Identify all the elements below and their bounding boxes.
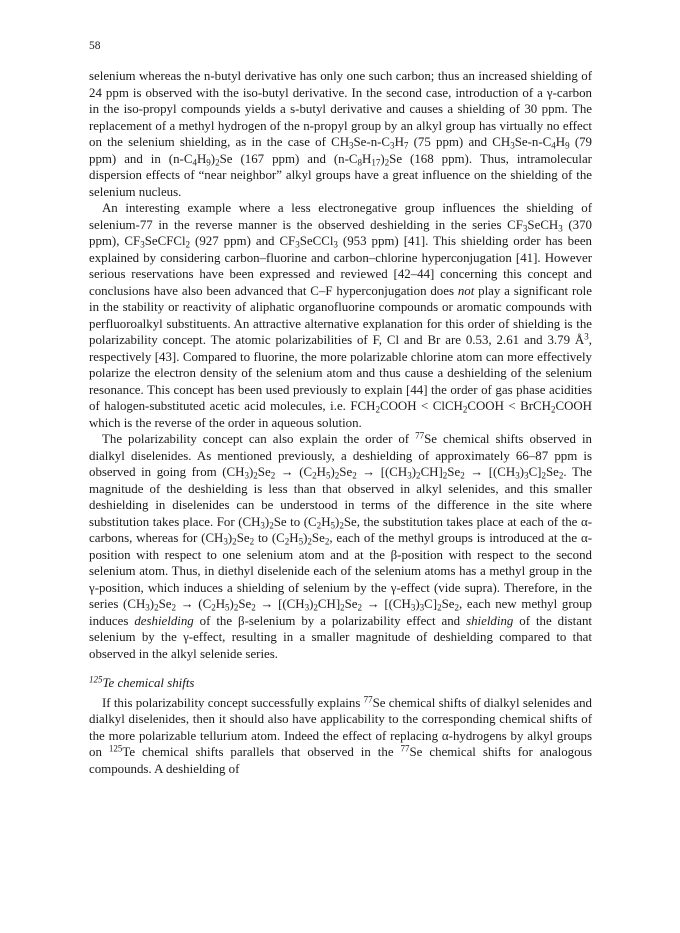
- subscript: 2: [269, 519, 274, 530]
- subscript: 17: [371, 156, 381, 167]
- subscript: 3: [558, 222, 563, 233]
- text-run: → [(CH: [464, 465, 516, 479]
- subscript: 2: [284, 536, 290, 547]
- text-run: (953 ppm) [41]. This shielding order has been explained by considering carbon–fluorine and carbon–chlorine hyperconjugation [41]. However serious reservations have been expressed and reviewed [42–44] concerning this concept and conclusions have also been advanced that C–F hyperconjugation does: [89, 234, 592, 298]
- text-run: → [(CH: [362, 597, 411, 611]
- text-run: H: [555, 135, 566, 149]
- subscript: 3: [304, 602, 310, 613]
- subscript: 2: [211, 602, 216, 613]
- subscript: 2: [215, 156, 220, 167]
- body-text: [89, 68, 592, 777]
- text-run: (79 ppm) and in (n-C: [89, 135, 592, 166]
- text-run: , each new methyl group induces: [89, 597, 592, 628]
- superscript: 77: [415, 430, 425, 441]
- text-run: (75 ppm) and CH: [408, 135, 511, 149]
- subscript: 2: [416, 470, 421, 481]
- subscript: 2: [558, 470, 564, 481]
- subscript: 2: [253, 470, 258, 481]
- superscript: 77: [400, 743, 410, 754]
- text-run: ): [229, 597, 234, 611]
- text-run: ): [330, 465, 335, 479]
- text-run: ): [309, 597, 314, 611]
- text-run: selenium whereas the n-butyl derivative has only one such carbon; thus an increased shielding of 24 ppm is observed with the iso-butyl derivative. In the second case, introduction of a γ-carbon in the iso-propyl compounds yields a s-butyl derivative and causes a shielding of 30 ppm. The replacement of a methyl hydrogen of the n-propyl group by an alkyl group has virtually no effect on the selenium shielding, as in the case of CH: [89, 69, 592, 149]
- text-run: Se-n-C: [353, 135, 391, 149]
- subscript: 2: [316, 519, 322, 530]
- text-run: Se: [236, 531, 250, 545]
- paragraph: [89, 695, 592, 778]
- subscript: 8: [357, 156, 363, 167]
- subscript: 3: [410, 602, 416, 613]
- text-run: H: [289, 531, 299, 545]
- text-run: → [(CH: [356, 465, 408, 479]
- emphasis: not: [457, 283, 475, 298]
- text-run: → [(CH: [255, 597, 305, 611]
- subscript: 9: [565, 140, 570, 151]
- subscript: 2: [270, 470, 276, 481]
- subscript: 3: [223, 536, 228, 547]
- subscript: 2: [550, 404, 556, 415]
- text-run: H: [196, 151, 207, 166]
- text-run: Se: [545, 465, 559, 479]
- subscript: 3: [333, 239, 338, 250]
- subscript: 2: [352, 470, 357, 481]
- text-run: . The magnitude of the deshielding is less than that observed in alkyl selenides, and this smaller deshielding in diselenides can be understood in terms of the difference in the site where substitution takes place. For (CH: [89, 465, 592, 529]
- text-run: ): [380, 151, 385, 166]
- text-run: ): [303, 531, 308, 545]
- section-heading: [89, 675, 592, 692]
- text-run: Se: [257, 465, 271, 479]
- text-run: Se: [339, 465, 353, 479]
- paragraph: [89, 68, 592, 200]
- subscript: 9: [206, 156, 211, 167]
- text-run: SeCH: [527, 217, 559, 232]
- subscript: 3: [140, 239, 145, 250]
- subscript: 2: [462, 404, 468, 415]
- subscript: 2: [460, 470, 465, 481]
- text-run: → (C: [176, 597, 212, 611]
- text-run: ): [335, 514, 340, 529]
- subscript: 2: [185, 239, 191, 250]
- subscript: 2: [384, 156, 390, 167]
- paragraph: [89, 200, 592, 431]
- text-run: An interesting example where a less electronegative group influences the shielding of selenium-77 in the reverse manner is the observed deshielding in the series CF: [89, 201, 592, 232]
- text-run: to (C: [254, 531, 285, 545]
- subscript: 3: [145, 602, 150, 613]
- superscript: 3: [584, 331, 589, 342]
- subscript: 5: [330, 519, 336, 530]
- subscript: 3: [349, 140, 354, 151]
- text-run: → (C: [275, 465, 313, 479]
- text-run: Se: [311, 531, 325, 545]
- text-run: H: [321, 514, 331, 529]
- subscript: 3: [260, 519, 265, 530]
- text-run: of the β-selenium by a polarizability effect and: [193, 613, 467, 628]
- text-run: ): [264, 514, 270, 529]
- text-run: ): [519, 465, 525, 479]
- text-run: ): [415, 597, 420, 611]
- superscript: 125: [108, 743, 123, 754]
- text-run: (927 ppm) and CF: [190, 234, 296, 248]
- subscript: 2: [313, 602, 318, 613]
- subscript: 2: [454, 602, 459, 613]
- subscript: 3: [295, 239, 300, 250]
- text-run: ): [227, 531, 233, 545]
- subscript: 2: [437, 602, 442, 613]
- subscript: 2: [357, 602, 363, 613]
- text-run: C]: [528, 465, 542, 479]
- section-heading-text: Te chemical shifts: [102, 676, 195, 690]
- text-run: H: [316, 465, 326, 479]
- text-run: Se: [344, 597, 358, 611]
- subscript: 2: [154, 602, 159, 613]
- subscript: 2: [375, 404, 380, 415]
- text-run: Te chemical shifts parallels that observed in the: [122, 745, 401, 759]
- subscript: 2: [233, 602, 239, 613]
- text-run: play a significant role in the stability or reactivity of aliphatic organofluorine compounds or aromatic compounds with perfluoroalkyl substituents. An attractive alternative explanation for this order of shielding is the polarizability concept. The atomic polarizabilities of F, Cl and Br are 0.53, 2.61 and 3.79 Å: [89, 283, 592, 347]
- subscript: 2: [312, 470, 317, 481]
- text-run: H: [362, 151, 372, 166]
- subscript: 3: [522, 222, 528, 233]
- text-run: Se-n-C: [514, 135, 552, 149]
- subscript: 2: [334, 470, 340, 481]
- text-run: SeCCl: [299, 234, 334, 248]
- text-run: (370 ppm), CF: [89, 217, 592, 248]
- text-run: COOH which is the reverse of the order in aqueous solution.: [89, 399, 592, 430]
- text-run: , respectively [43]. Compared to fluorine, the more polarizable chlorine atom can more effectively polarize the electron density of the selenium atom and thus cause a deshielding of the selenium resonance. This concept has been used previously to explain [44] the order of gas phase acidities of halogen-substituted acetic acid molecules, i.e. FCH: [89, 333, 592, 413]
- text-run: If this polarizability concept successfully explains: [102, 695, 364, 710]
- text-run: Se (168 ppm). Thus, intramolecular dispersion effects of “near neighbor” alkyl groups have a great influence on the shielding of the selenium nucleus.: [89, 151, 592, 199]
- text-run: SeCFCl: [144, 234, 186, 248]
- subscript: 3: [390, 140, 395, 151]
- paragraph: [89, 431, 592, 662]
- text-run: CH]: [420, 465, 443, 479]
- text-run: Se, the substitution takes place at each of the α-carbons, whereas for (CH: [89, 514, 592, 545]
- subscript: 2: [307, 536, 312, 547]
- text-run: Se: [441, 597, 455, 611]
- subscript: 7: [403, 140, 409, 151]
- text-run: ): [248, 465, 254, 479]
- emphasis: shielding: [466, 613, 514, 628]
- subscript: 3: [515, 470, 520, 481]
- subscript: 2: [232, 536, 237, 547]
- subscript: 3: [510, 140, 515, 151]
- subscript: 3: [407, 470, 412, 481]
- subscript: 2: [541, 470, 546, 481]
- text-run: ): [210, 151, 216, 166]
- subscript: 5: [225, 602, 230, 613]
- text-run: H: [215, 597, 226, 611]
- page-number: 58: [89, 40, 101, 52]
- text-run: Se chemical shifts of dialkyl selenides and dialkyl diselenides, then it should also have applicability to the corresponding chemical shifts of the more polarizable tellurium atom. Indeed the effect of replacing α-hydrogens by alkyl groups on: [89, 695, 592, 759]
- text-run: ): [411, 465, 417, 479]
- subscript: 3: [524, 470, 529, 481]
- text-run: COOH < BrCH: [467, 399, 551, 413]
- text-run: Se to (C: [273, 514, 317, 529]
- text-run: H: [394, 135, 404, 149]
- superscript: 77: [363, 694, 373, 704]
- subscript: 4: [192, 156, 197, 167]
- text-run: of the distant selenium by the γ-effect, resulting in a smaller magnitude of deshielding compared to that observed in the alkyl selenide series.: [89, 613, 592, 661]
- subscript: 2: [251, 602, 256, 613]
- subscript: 5: [298, 536, 304, 547]
- text-run: Se chemical shifts for analogous compounds. A deshielding of: [89, 745, 592, 776]
- subscript: 2: [339, 519, 344, 530]
- section-heading-isotope: 125: [89, 674, 103, 685]
- text-run: Se: [447, 465, 461, 479]
- text-run: Se chemical shifts observed in dialkyl diselenides. As mentioned previously, a deshielding of approximately 66–87 ppm is observed in going from (CH: [89, 432, 592, 479]
- text-run: , each of the methyl groups is introduced at the α-position with respect to one selenium atom and at the β-position with respect to the second selenium atom. Thus, in diethyl diselenide each of the selenium atoms has a methyl group in the γ-position, which induces a shielding of selenium by the γ-effect (vide supra). Therefore, in the series (CH: [89, 531, 592, 611]
- text-run: CH]: [317, 597, 341, 611]
- subscript: 3: [244, 470, 249, 481]
- subscript: 2: [324, 536, 330, 547]
- text-run: COOH < ClCH: [379, 399, 463, 413]
- text-run: Se (167 ppm) and (n-C: [219, 151, 358, 166]
- subscript: 5: [325, 470, 331, 481]
- text-run: C]: [424, 597, 438, 611]
- text-run: The polarizability concept can also explain the order of: [102, 432, 416, 446]
- emphasis: deshielding: [134, 613, 194, 628]
- subscript: 2: [442, 470, 448, 481]
- subscript: 2: [171, 602, 177, 613]
- text-run: ): [149, 597, 155, 611]
- subscript: 2: [249, 536, 255, 547]
- text-run: Se: [158, 597, 172, 611]
- subscript: 2: [340, 602, 345, 613]
- subscript: 4: [551, 140, 556, 151]
- text-run: Se: [238, 597, 252, 611]
- subscript: 3: [419, 602, 425, 613]
